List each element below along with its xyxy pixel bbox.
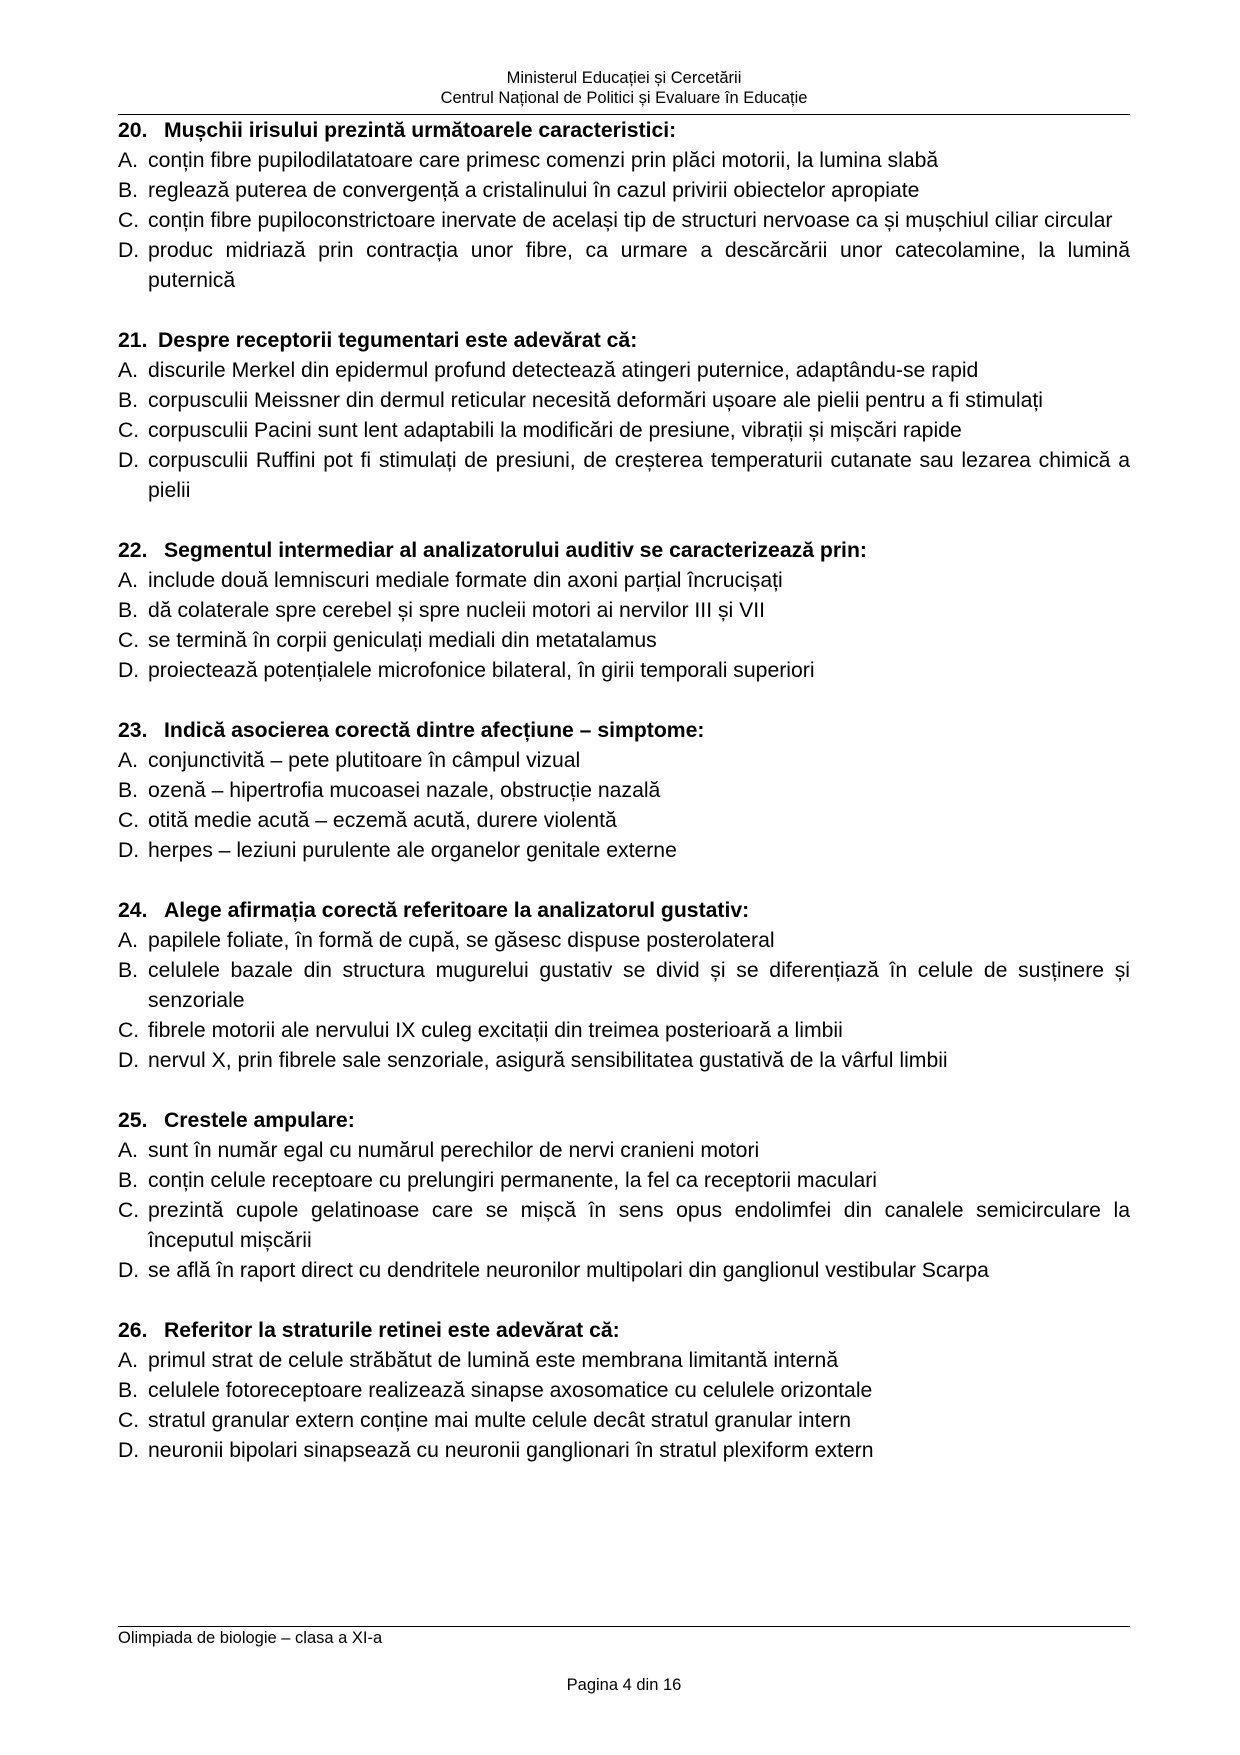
question-text: Segmentul intermediar al analizatorului auditiv se caracterizează prin: [164,539,867,562]
option-text: conțin fibre pupilodilatatoare care primesc comenzi prin plăci motorii, la lumina slabă [148,149,939,172]
footer-divider [118,1626,1130,1627]
question-number: 23. [118,719,148,742]
answer-option-c [118,626,1130,656]
option-letter: A. [118,929,139,952]
answer-option-a [118,746,1130,776]
answer-option-a [118,926,1130,956]
option-letter: C. [118,1199,140,1222]
question-number: 22. [118,539,148,562]
question-title [118,326,1130,356]
answer-option-c [118,1196,1130,1256]
question-25 [118,1106,1130,1286]
option-letter: D. [118,1049,140,1072]
option-text: produc midriază prin contracția unor fibre, ca urmare a descărcării unor catecolamine, la lumină puternică [148,239,1130,292]
question-title [118,896,1130,926]
answer-option-d [118,446,1130,506]
option-text: stratul granular extern conține mai multe celule decât stratul granular intern [148,1409,852,1432]
option-letter: C. [118,1019,140,1042]
option-text: reglează puterea de convergență a cristalinului în cazul privirii obiectelor apropiate [148,179,920,202]
option-text: herpes – leziuni purulente ale organelor genitale externe [148,839,677,862]
answer-option-a [118,146,1130,176]
option-text: celulele bazale din structura mugurelui gustativ se divid și se diferențiază în celule de susținere și senzoriale [148,959,1130,1012]
option-letter: D. [118,839,140,862]
answer-option-d [118,656,1130,686]
answer-option-b [118,1376,1130,1406]
option-text: proiectează potențialele microfonice bilateral, în girii temporali superiori [148,659,815,682]
question-21 [118,326,1130,506]
option-text: conțin fibre pupiloconstrictoare inervate de același tip de structuri nervoase ca și mușchiul ciliar circular [148,209,1113,232]
question-title [118,536,1130,566]
option-text: conjunctivită – pete plutitoare în câmpul vizual [148,749,581,772]
question-title [118,1106,1130,1136]
answer-option-b [118,956,1130,1016]
question-text: Mușchii irisului prezintă următoarele caracteristici: [164,119,677,142]
option-letter: D. [118,1259,140,1282]
question-number: 26. [118,1319,148,1342]
option-letter: B. [118,599,139,622]
option-letter: D. [118,449,140,472]
option-letter: B. [118,1379,139,1402]
option-letter: D. [118,659,140,682]
option-letter: B. [118,179,139,202]
option-text: corpusculii Pacini sunt lent adaptabili la modificări de presiune, vibrații și mișcări rapide [148,419,962,442]
header-divider [118,114,1130,115]
page-number: Pagina 4 din 16 [566,1676,682,1694]
question-20 [118,116,1130,296]
option-text: dă colaterale spre cerebel și spre nucleii motori ai nervilor III și VII [148,599,766,622]
question-26 [118,1316,1130,1466]
question-number: 20. [118,119,148,142]
answer-option-d [118,1046,1130,1076]
option-letter: C. [118,1409,140,1432]
option-text: include două lemniscuri mediale formate din axoni parțial încrucișați [148,569,783,592]
option-text: papilele foliate, în formă de cupă, se găsesc dispuse posterolateral [148,929,775,952]
option-text: corpusculii Ruffini pot fi stimulați de presiuni, de creșterea temperaturii cutanate sau lezarea chimică a pielii [148,449,1130,502]
question-number: 24. [118,899,148,922]
option-letter: B. [118,1169,139,1192]
option-text: fibrele motorii ale nervului IX culeg excitații din treimea posterioară a limbii [148,1019,843,1042]
header-center: Centrul Național de Politici și Evaluare în Educație [440,89,808,107]
option-text: corpusculii Meissner din dermul reticular necesită deformări ușoare ale pielii pentru a fi stimulați [148,389,1043,412]
answer-option-a [118,566,1130,596]
question-text: Crestele ampulare: [164,1109,355,1132]
option-letter: A. [118,359,139,382]
option-text: discurile Merkel din epidermul profund detectează atingeri puternice, adaptându-se rapid [148,359,979,382]
answer-option-c [118,806,1130,836]
answer-option-b [118,386,1130,416]
answer-option-a [118,1136,1130,1166]
option-text: se află în raport direct cu dendritele neuronilor multipolari din ganglionul vestibular Scarpa [148,1259,989,1282]
answer-option-c [118,416,1130,446]
option-letter: C. [118,629,140,652]
option-letter: A. [118,149,139,172]
answer-option-c [118,1406,1130,1436]
page-header [118,68,1130,108]
option-letter: B. [118,779,139,802]
question-text: Referitor la straturile retinei este adevărat că: [164,1319,620,1342]
option-letter: C. [118,419,140,442]
option-letter: B. [118,389,139,412]
option-letter: C. [118,809,140,832]
option-text: ozenă – hipertrofia mucoasei nazale, obstrucție nazală [148,779,661,802]
question-23 [118,716,1130,866]
option-text: prezintă cupole gelatinoase care se mișcă în sens opus endolimfei din canalele semicirculare la începutul mișcării [148,1199,1130,1252]
questions-list [118,116,1130,1496]
option-letter: A. [118,1349,139,1372]
answer-option-c [118,206,1130,236]
question-text: Indică asocierea corectă dintre afecțiune – simptome: [164,719,705,742]
answer-option-b [118,596,1130,626]
answer-option-d [118,1256,1130,1286]
answer-option-b [118,776,1130,806]
question-title [118,716,1130,746]
answer-option-d [118,1436,1130,1466]
option-text: neuronii bipolari sinapsează cu neuronii ganglionari în stratul plexiform extern [148,1439,874,1462]
answer-option-d [118,236,1130,296]
question-number: 21. [118,329,148,352]
answer-option-b [118,176,1130,206]
option-text: se termină în corpii geniculați mediali din metatalamus [148,629,657,652]
option-letter: B. [118,959,139,982]
answer-option-a [118,1346,1130,1376]
header-ministry: Ministerul Educației și Cercetării [506,69,742,87]
question-22 [118,536,1130,686]
question-text: Alege afirmația corectă referitoare la analizatorul gustativ: [164,899,750,922]
option-letter: A. [118,569,139,592]
answer-option-a [118,356,1130,386]
option-letter: A. [118,749,139,772]
question-number: 25. [118,1109,148,1132]
answer-option-b [118,1166,1130,1196]
option-text: otită medie acută – eczemă acută, durere violentă [148,809,617,832]
option-letter: D. [118,239,140,262]
option-letter: A. [118,1139,139,1162]
option-letter: C. [118,209,140,232]
question-title [118,116,1130,146]
option-text: nervul X, prin fibrele sale senzoriale, asigură sensibilitatea gustativă de la vârful limbii [148,1049,948,1072]
answer-option-d [118,836,1130,866]
question-24 [118,896,1130,1076]
option-text: celulele fotoreceptoare realizează sinapse axosomatice cu celulele orizontale [148,1379,873,1402]
answer-option-c [118,1016,1130,1046]
option-text: primul strat de celule străbătut de lumină este membrana limitantă internă [148,1349,839,1372]
question-text: Despre receptorii tegumentari este adevărat că: [158,329,638,352]
footer-olympiad-label: Olimpiada de biologie – clasa a XI-a [118,1629,383,1647]
option-text: conțin celule receptoare cu prelungiri permanente, la fel ca receptorii maculari [148,1169,877,1192]
question-title [118,1316,1130,1346]
option-letter: D. [118,1439,140,1462]
option-text: sunt în număr egal cu numărul perechilor de nervi cranieni motori [148,1139,760,1162]
